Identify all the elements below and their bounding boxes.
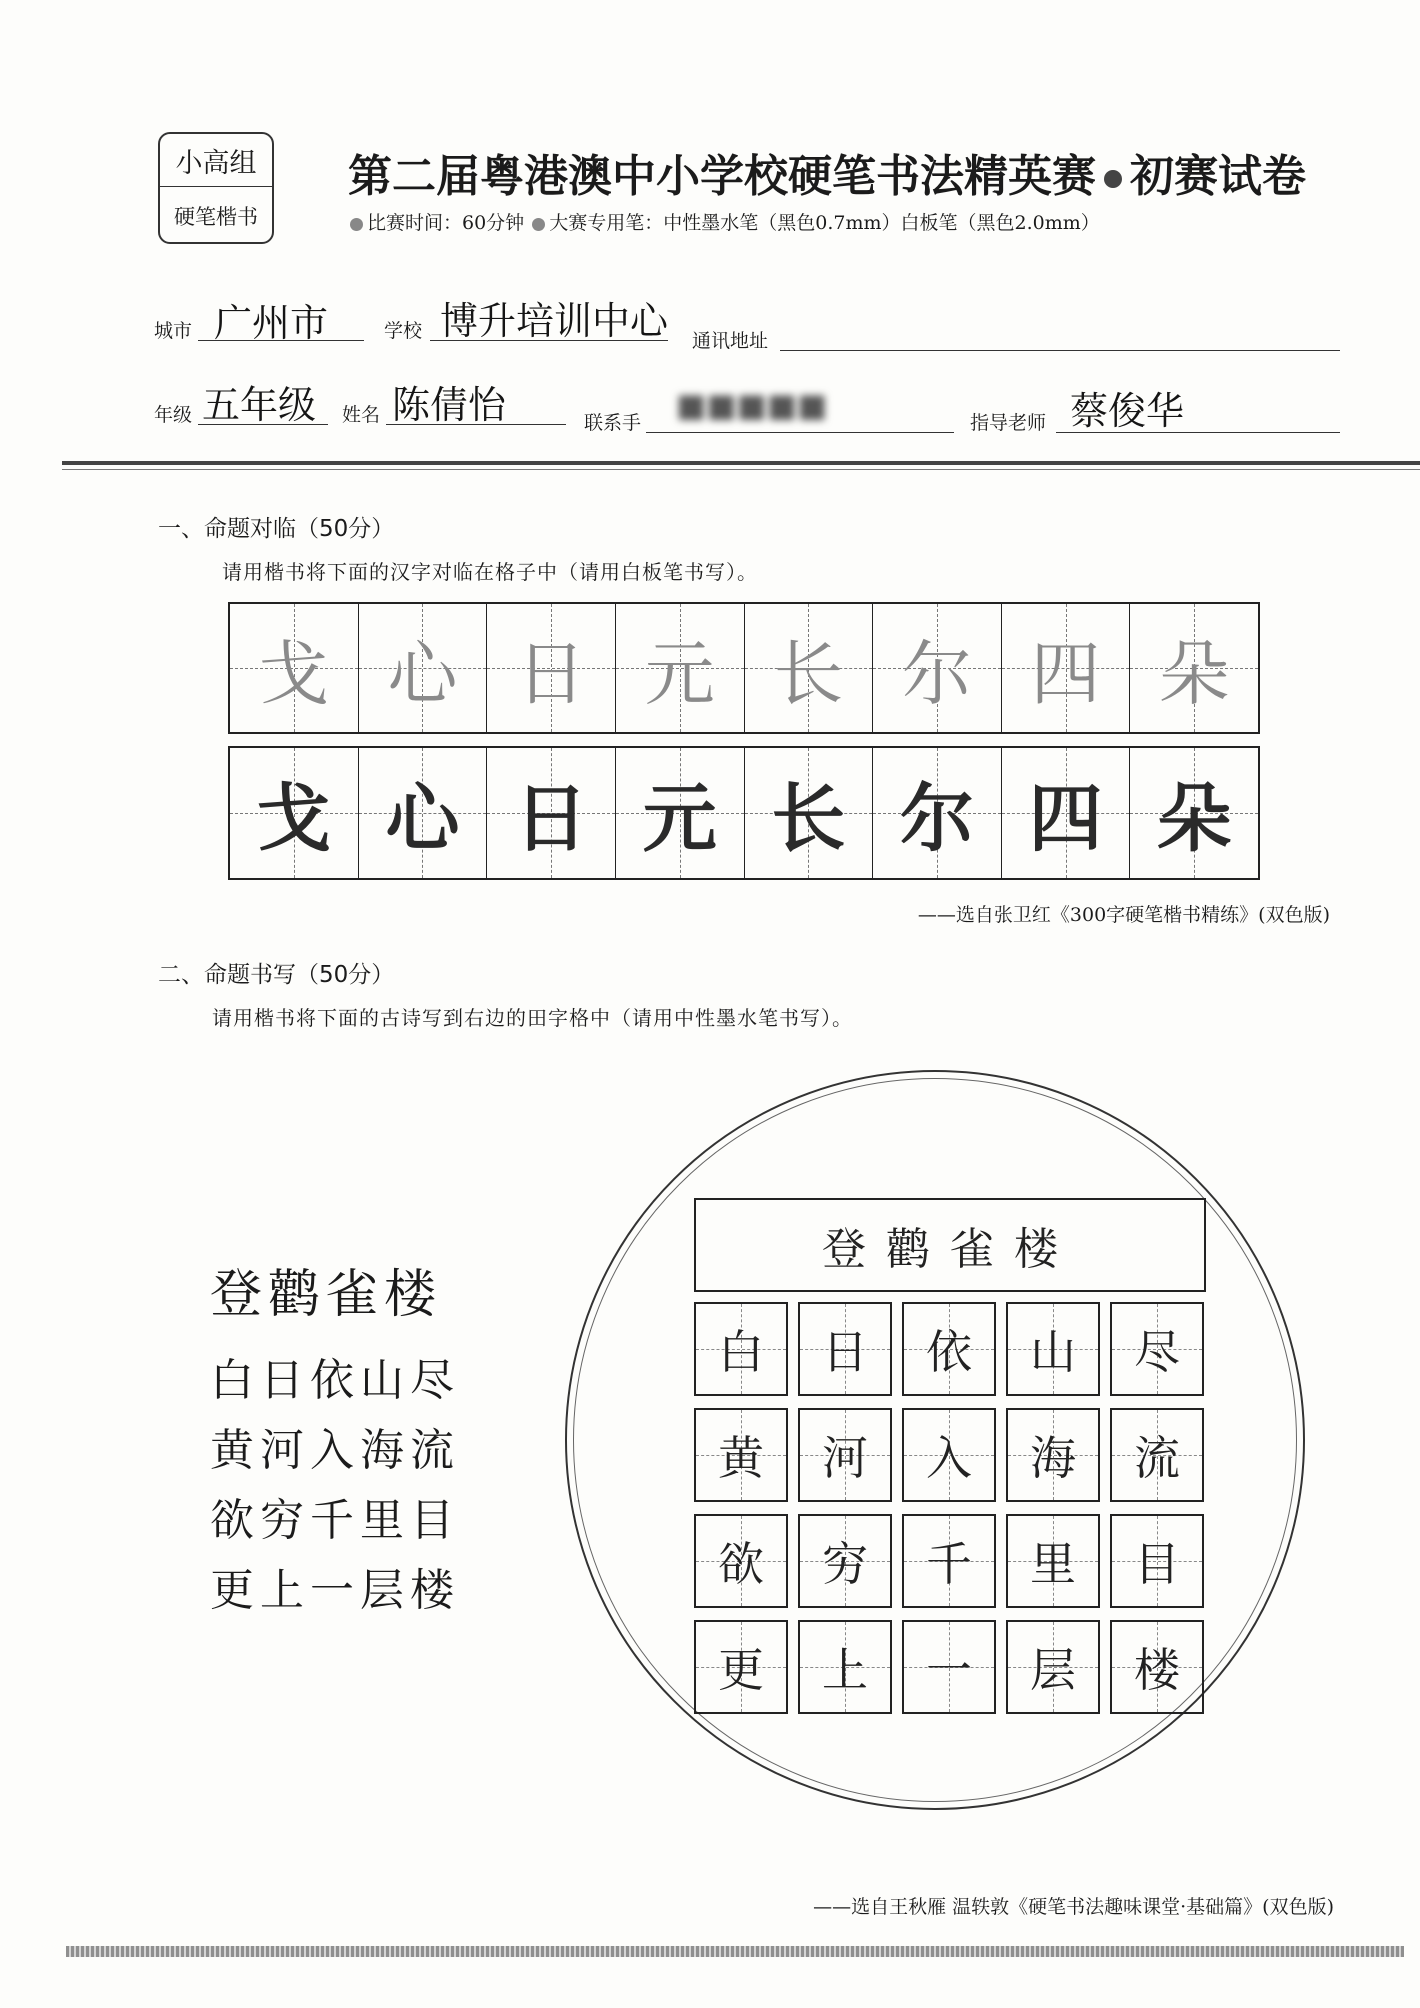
written-char: 欲 <box>718 1537 764 1591</box>
model-char: 元 <box>644 632 715 715</box>
poem-cell[interactable] <box>1110 1620 1204 1714</box>
copy-cell[interactable] <box>487 748 616 878</box>
section2-source: ——选自王秋雁 温轶敦《硬笔书法趣味课堂·基础篇》(双色版) <box>813 1896 1334 1918</box>
model-char: 戈 <box>258 632 329 715</box>
name-field[interactable] <box>386 382 566 425</box>
poem-cell[interactable] <box>902 1302 996 1396</box>
written-char: 里 <box>1030 1537 1076 1591</box>
section1-desc: 请用楷书将下面的汉字对临在格子中（请用白板笔书写）。 <box>222 560 758 584</box>
poem-cell[interactable] <box>1006 1408 1100 1502</box>
model-cell <box>359 604 488 732</box>
poem-cell[interactable] <box>694 1620 788 1714</box>
copy-cell[interactable] <box>1130 748 1258 878</box>
written-char: 日 <box>822 1325 868 1379</box>
copy-cell[interactable] <box>745 748 874 878</box>
bullet-icon <box>1104 170 1122 188</box>
written-char: 上 <box>822 1643 868 1697</box>
school-value: 博升培训中心 <box>440 299 669 343</box>
bullet-icon <box>532 218 545 231</box>
group-badge <box>158 132 274 244</box>
written-char: 黄 <box>718 1431 764 1485</box>
written-char: 依 <box>926 1325 972 1379</box>
copy-char: 戈 <box>256 776 331 862</box>
model-row <box>228 602 1260 734</box>
poem-cell[interactable] <box>1110 1302 1204 1396</box>
model-cell <box>1002 604 1131 732</box>
teacher-label: 指导老师 <box>970 412 1047 434</box>
model-cell <box>487 604 616 732</box>
copy-char: 长 <box>771 776 846 862</box>
exam-pen: 大赛专用笔：中性墨水笔（黑色0.7mm）白板笔（黑色2.0mm） <box>549 212 1100 234</box>
poem-line: 白日依山尽 <box>210 1355 460 1406</box>
model-char: 心 <box>387 632 458 715</box>
poem-line: 欲穷千里目 <box>210 1495 460 1546</box>
poem-cell[interactable] <box>1110 1514 1204 1608</box>
copy-cell[interactable] <box>1002 748 1131 878</box>
name-label: 姓名 <box>342 404 381 426</box>
exam-info <box>348 208 1100 235</box>
model-cell <box>1130 604 1258 732</box>
grade-label: 年级 <box>154 404 193 426</box>
written-char: 穷 <box>822 1537 868 1591</box>
written-char: 一 <box>926 1643 972 1697</box>
poem-cell[interactable] <box>1006 1514 1100 1608</box>
written-char: 楼 <box>1134 1643 1180 1697</box>
poem-cell[interactable] <box>694 1408 788 1502</box>
phone-field[interactable] <box>646 386 954 433</box>
poem-title: 登鹳雀楼 <box>210 1265 443 1325</box>
written-char: 流 <box>1134 1431 1180 1485</box>
model-char: 长 <box>773 632 844 715</box>
model-cell <box>745 604 874 732</box>
exam-title-main: 第二届粤港澳中小学校硬笔书法精英赛 <box>348 151 1096 202</box>
written-char: 千 <box>926 1537 972 1591</box>
copy-cell[interactable] <box>616 748 745 878</box>
phone-value: ■■■■■ <box>676 386 828 424</box>
model-char: 四 <box>1030 632 1101 715</box>
written-char: 尽 <box>1134 1325 1180 1379</box>
section2-desc: 请用楷书将下面的古诗写到右边的田字格中（请用中性墨水笔书写）。 <box>212 1006 853 1030</box>
address-field[interactable] <box>780 308 1340 351</box>
copy-row[interactable] <box>228 746 1260 880</box>
written-char: 更 <box>718 1643 764 1697</box>
poem-cell[interactable] <box>694 1514 788 1608</box>
poem-cell[interactable] <box>1110 1408 1204 1502</box>
copy-cell[interactable] <box>230 748 359 878</box>
section1-title: 一、命题对临（50分） <box>158 516 395 542</box>
model-char: 日 <box>516 632 587 715</box>
poem-cell[interactable] <box>798 1514 892 1608</box>
school-field[interactable] <box>430 298 668 341</box>
city-field[interactable] <box>198 298 364 345</box>
teacher-value: 蔡俊华 <box>1070 389 1185 433</box>
name-value: 陈倩怡 <box>392 383 507 427</box>
section2-title: 二、命题书写（50分） <box>158 962 395 988</box>
copy-char: 四 <box>1028 776 1103 862</box>
written-char: 河 <box>822 1431 868 1485</box>
written-char: 山 <box>1030 1325 1076 1379</box>
copy-char: 心 <box>385 776 460 862</box>
copy-char: 元 <box>642 776 717 862</box>
written-char: 白 <box>718 1325 764 1379</box>
poem-cell[interactable] <box>1006 1620 1100 1714</box>
bottom-border <box>66 1946 1404 1957</box>
section1-source: ——选自张卫红《300字硬笔楷书精练》(双色版) <box>917 904 1330 926</box>
poem-line: 更上一层楼 <box>210 1565 460 1616</box>
poem-cell[interactable] <box>902 1514 996 1608</box>
model-cell <box>873 604 1002 732</box>
poem-cell[interactable] <box>694 1302 788 1396</box>
copy-cell[interactable] <box>873 748 1002 878</box>
badge-group: 小高组 <box>160 134 272 187</box>
divider <box>62 461 1420 465</box>
copy-char: 尔 <box>899 776 974 862</box>
grade-value: 五年级 <box>202 383 317 427</box>
written-title-box[interactable]: 登鹳雀楼 <box>694 1198 1206 1292</box>
poem-cell[interactable] <box>798 1408 892 1502</box>
phone-label: 联系手 <box>584 412 642 434</box>
poem-cell[interactable] <box>798 1620 892 1714</box>
badge-category: 硬笔楷书 <box>174 205 258 229</box>
bullet-icon <box>350 218 363 231</box>
teacher-field[interactable] <box>1056 390 1340 433</box>
written-char: 目 <box>1134 1537 1180 1591</box>
model-cell <box>616 604 745 732</box>
city-label: 城市 <box>154 320 193 342</box>
divider <box>62 469 1420 470</box>
model-char: 尔 <box>901 632 972 715</box>
exam-title-suffix: 初赛试卷 <box>1130 151 1306 202</box>
poem-cell[interactable] <box>798 1302 892 1396</box>
exam-title <box>348 140 1306 204</box>
poem-cell[interactable] <box>1006 1302 1100 1396</box>
address-label: 通讯地址 <box>692 330 769 352</box>
model-char: 朵 <box>1159 632 1230 715</box>
copy-cell[interactable] <box>359 748 488 878</box>
poem-line: 黄河入海流 <box>210 1425 460 1476</box>
written-char: 入 <box>926 1431 972 1485</box>
city-value: 广州市 <box>214 301 329 345</box>
written-char: 层 <box>1030 1643 1076 1697</box>
poem-cell[interactable] <box>902 1408 996 1502</box>
model-cell <box>230 604 359 732</box>
grade-field[interactable] <box>198 382 328 425</box>
copy-char: 朵 <box>1157 776 1232 862</box>
school-label: 学校 <box>384 320 423 342</box>
written-char: 海 <box>1030 1431 1076 1485</box>
copy-char: 日 <box>514 776 589 862</box>
poem-cell[interactable] <box>902 1620 996 1714</box>
exam-time: 比赛时间：60分钟 <box>367 212 525 234</box>
